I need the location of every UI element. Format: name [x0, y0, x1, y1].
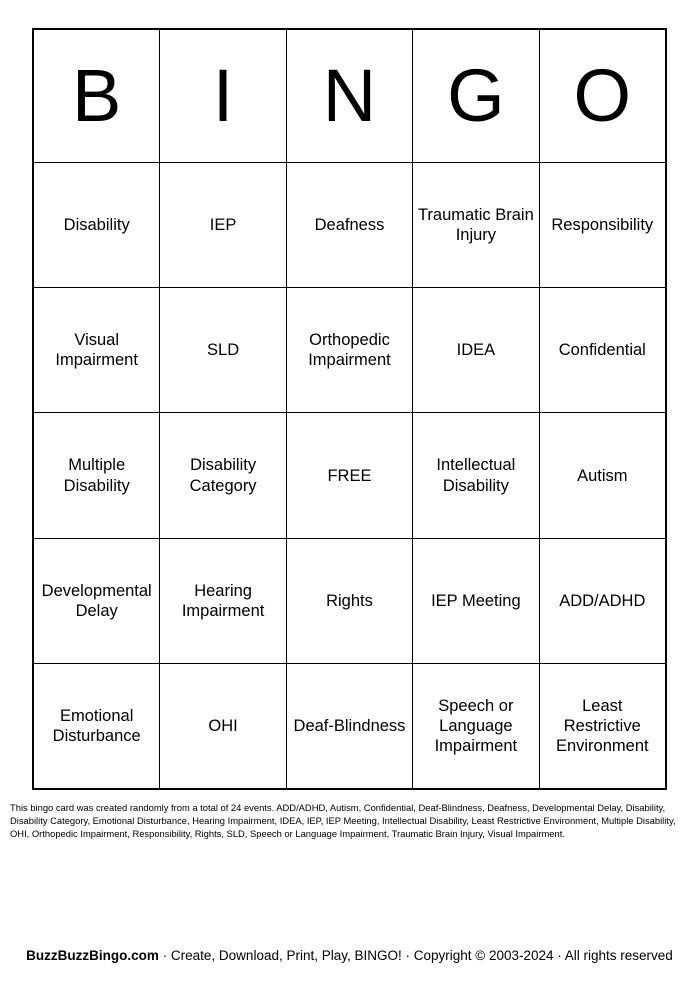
bingo-cell[interactable]: Least Restrictive Environment: [539, 663, 665, 788]
bingo-cell[interactable]: Multiple Disability: [34, 413, 160, 538]
bingo-header-row: [34, 30, 666, 163]
bingo-cell[interactable]: Speech or Language Impairment: [413, 663, 539, 788]
bingo-row: [34, 663, 666, 788]
bingo-cell[interactable]: Visual Impairment: [34, 288, 160, 413]
card-disclaimer: This bingo card was created randomly from a total of 24 events. ADD/ADHD, Autism, Confidential, Deaf-Blindness, Deafness, Developmental Delay, Disability, Disability Category, Emotional Disturbance, Hearing Impairment, IDEA, IEP, IEP Meeting, Intellectual Disability, Least Restrictive Environment, Multiple Disability, OHI, Orthopedic Impairment, Responsibility, Rights, SLD, Speech or Language Impairment, Traumatic Brain Injury, Visual Impairment.: [10, 802, 676, 839]
bingo-cell-free[interactable]: FREE: [286, 413, 412, 538]
bingo-cell[interactable]: Emotional Disturbance: [34, 663, 160, 788]
footer-text: · Create, Download, Print, Play, BINGO! · Copyright © 2003-2024 · All rights reserved: [158, 948, 673, 963]
bingo-cell[interactable]: Intellectual Disability: [413, 413, 539, 538]
bingo-cell[interactable]: IDEA: [413, 288, 539, 413]
bingo-cell[interactable]: Deaf-Blindness: [286, 663, 412, 788]
bingo-cell[interactable]: Hearing Impairment: [160, 538, 286, 663]
bingo-grid: [33, 29, 666, 789]
bingo-header-letter-o: O: [539, 30, 665, 163]
bingo-row: [34, 538, 666, 663]
bingo-header-letter-n: N: [286, 30, 412, 163]
bingo-header-letter-b: B: [34, 30, 160, 163]
bingo-card: [32, 28, 667, 790]
bingo-header-letter-g: G: [413, 30, 539, 163]
bingo-cell[interactable]: Disability Category: [160, 413, 286, 538]
bingo-cell[interactable]: Autism: [539, 413, 665, 538]
bingo-row: [34, 413, 666, 538]
bingo-header-letter-i: I: [160, 30, 286, 163]
bingo-cell[interactable]: Confidential: [539, 288, 665, 413]
bingo-cell[interactable]: OHI: [160, 663, 286, 788]
bingo-cell[interactable]: IEP Meeting: [413, 538, 539, 663]
footer-brand[interactable]: BuzzBuzzBingo.com: [26, 948, 159, 963]
bingo-cell[interactable]: Traumatic Brain Injury: [413, 163, 539, 288]
bingo-row: [34, 288, 666, 413]
bingo-cell[interactable]: IEP: [160, 163, 286, 288]
bingo-cell[interactable]: Responsibility: [539, 163, 665, 288]
bingo-cell[interactable]: ADD/ADHD: [539, 538, 665, 663]
page-footer: [0, 948, 699, 963]
bingo-cell[interactable]: Disability: [34, 163, 160, 288]
bingo-cell[interactable]: SLD: [160, 288, 286, 413]
bingo-cell[interactable]: Rights: [286, 538, 412, 663]
bingo-row: [34, 163, 666, 288]
bingo-cell[interactable]: Deafness: [286, 163, 412, 288]
bingo-cell[interactable]: Developmental Delay: [34, 538, 160, 663]
bingo-cell[interactable]: Orthopedic Impairment: [286, 288, 412, 413]
